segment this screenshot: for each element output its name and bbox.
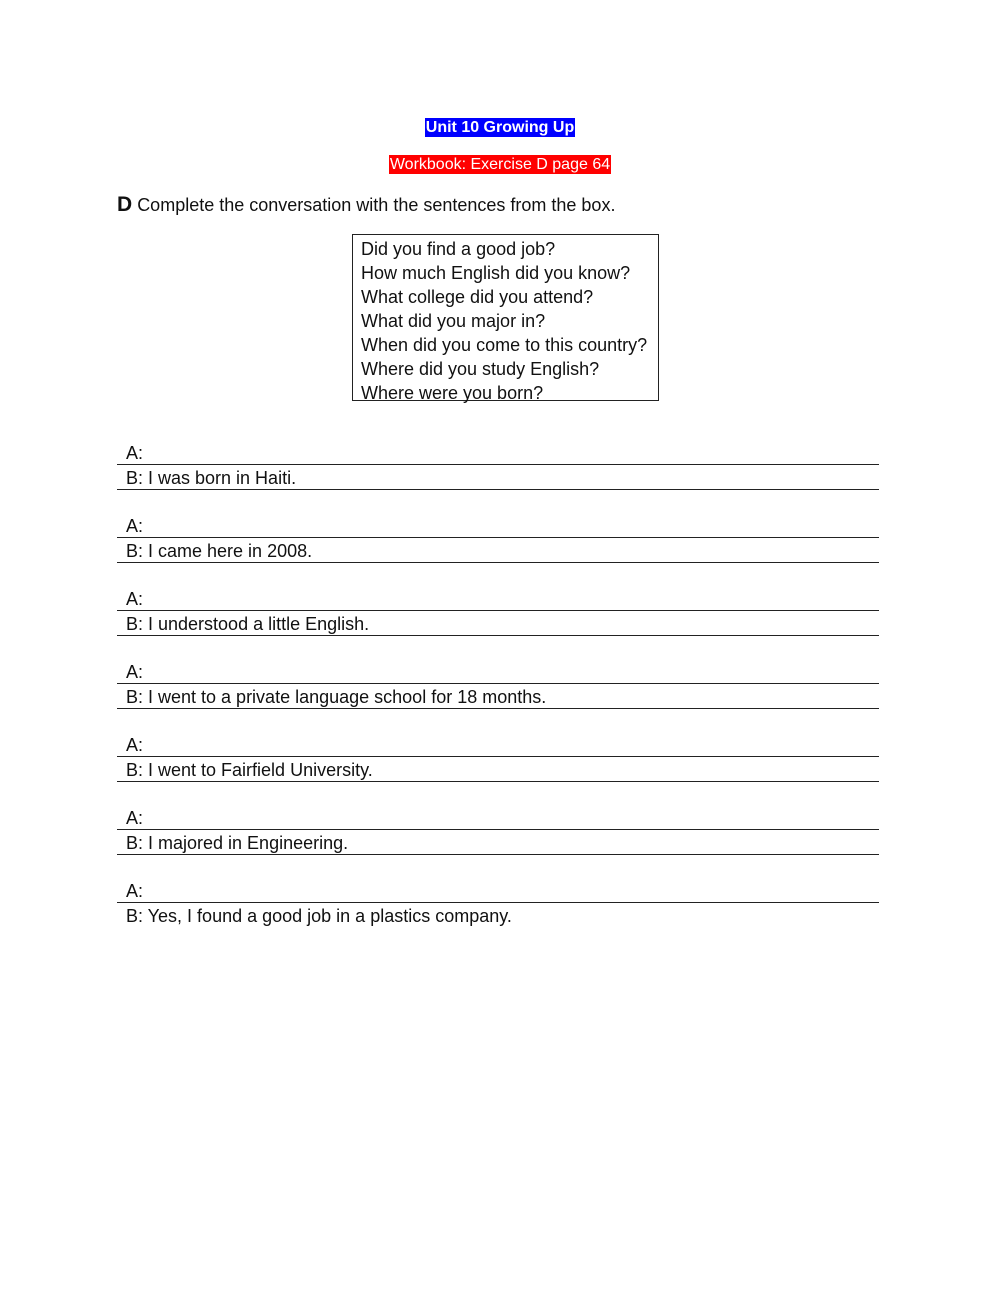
answer-line-a[interactable]: A:: [117, 879, 879, 903]
dialogue-pair-2: [117, 514, 879, 587]
answer-line-a[interactable]: A:: [117, 660, 879, 684]
answer-line-a[interactable]: A:: [117, 587, 879, 611]
response-line-b: B: I was born in Haiti.: [117, 466, 879, 490]
dialogue-pair-1: [117, 441, 879, 514]
response-line-b: B: I went to Fairfield University.: [117, 758, 879, 782]
unit-title: [0, 117, 1000, 139]
sentence-box-item: Did you find a good job?: [361, 239, 556, 259]
response-line-b: B: I understood a little English.: [117, 612, 879, 636]
answer-line-a[interactable]: A:: [117, 514, 879, 538]
dialogue-pair-7: [117, 879, 879, 952]
response-line-b: B: I went to a private language school for 18 months.: [117, 685, 879, 709]
response-line-b: B: I majored in Engineering.: [117, 831, 879, 855]
response-line-b: B: Yes, I found a good job in a plastics company.: [126, 906, 512, 926]
workbook-reference: [0, 154, 1000, 176]
dialogue-pair-5: [117, 733, 879, 806]
sentence-box-item: Where did you study English?: [361, 359, 600, 379]
dialogue-pair-4: [117, 660, 879, 733]
response-line-b: B: I came here in 2008.: [117, 539, 879, 563]
exercise-instruction: [117, 192, 615, 218]
instruction-text: Complete the conversation with the sentences from the box.: [137, 195, 616, 215]
sentence-box-item: When did you come to this country?: [361, 335, 648, 355]
sentence-box-item: What did you major in?: [361, 311, 546, 331]
sentence-box-item: What college did you attend?: [361, 287, 594, 307]
answer-line-a[interactable]: A:: [117, 806, 879, 830]
exercise-letter: D: [117, 193, 133, 216]
unit-title-text: Unit 10 Growing Up: [425, 119, 575, 136]
answer-line-a[interactable]: A:: [117, 441, 879, 465]
sentence-box-item: How much English did you know?: [361, 263, 631, 283]
workbook-reference-text: Workbook: Exercise D page 64: [389, 156, 611, 173]
answer-line-a[interactable]: A:: [117, 733, 879, 757]
sentence-box: [352, 234, 659, 401]
dialogue-pair-3: [117, 587, 879, 660]
sentence-box-item: Where were you born?: [361, 383, 544, 403]
conversation: [117, 441, 879, 952]
dialogue-pair-6: [117, 806, 879, 879]
